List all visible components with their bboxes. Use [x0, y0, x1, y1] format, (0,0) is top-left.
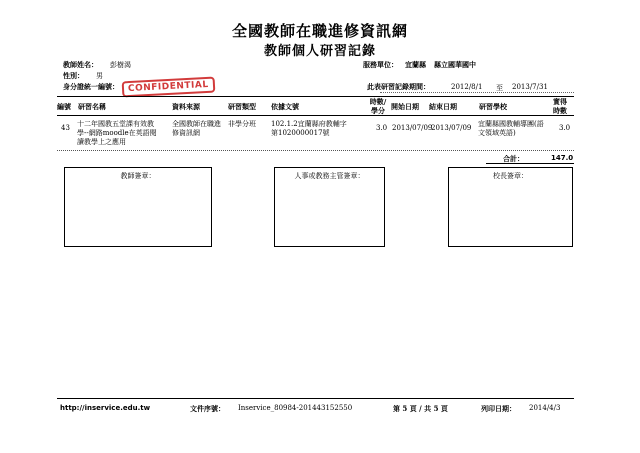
col-header-start: 開始日期	[391, 103, 419, 111]
col-header-school: 研習學校	[479, 103, 507, 111]
row-end: 2013/07/09	[431, 124, 472, 132]
period-to: 至	[496, 84, 503, 92]
page-title: 全國教師在職進修資訊網	[231, 22, 408, 40]
confidential-stamp: CONFIDENTIAL	[122, 77, 215, 98]
principal-signature-label: 校長簽章：	[493, 172, 528, 180]
col-header-end: 結束日期	[429, 103, 457, 111]
print-date-label: 列印日期：	[481, 405, 516, 413]
personnel-signature-label: 人事或教務主管簽章：	[294, 172, 365, 180]
gender-label: 性別：	[63, 72, 84, 80]
table-top-rule	[57, 96, 574, 97]
period-underline	[380, 92, 574, 93]
row-actual: 3.0	[559, 124, 571, 132]
page-subtitle: 教師個人研習記錄	[263, 44, 376, 59]
footer-url: http://inservice.edu.tw	[60, 404, 151, 412]
total-rule	[486, 163, 574, 164]
teacher-gender: 男	[96, 72, 103, 80]
total-label: 合計：	[503, 155, 524, 163]
col-header-no: 編號	[57, 103, 71, 111]
unit-school: 縣立國華國中	[434, 60, 476, 69]
row-source: 全國教師在職進修資訊網	[172, 120, 221, 137]
row-type: 非學分班	[228, 120, 256, 128]
teacher-signature-box	[64, 167, 212, 247]
col-header-type: 研習類型	[228, 103, 256, 111]
row-start: 2013/07/09	[392, 124, 433, 132]
teacher-name: 彭樹渴	[110, 61, 131, 69]
col-header-doc: 依據文號	[271, 103, 299, 111]
principal-signature-box	[448, 167, 573, 247]
teacher-signature-label: 教師簽章：	[120, 172, 156, 180]
row-school: 宜蘭縣國教輔導團(語文領域英語)	[478, 120, 544, 137]
personnel-signature-box	[274, 167, 385, 247]
print-date: 2014/4/3	[529, 404, 561, 412]
total-value: 147.0	[551, 154, 574, 162]
doc-no-label: 文件序號：	[190, 405, 225, 413]
period-end: 2013/7/31	[512, 83, 548, 91]
name-label: 教師姓名：	[63, 61, 98, 69]
col-header-source: 資料來源	[172, 103, 200, 111]
id-label: 身分證統一編號：	[63, 83, 119, 91]
table-header-rule	[57, 115, 574, 116]
unit-label: 服務單位：	[363, 61, 398, 69]
page-indicator: 第 5 頁 / 共 5 頁	[393, 404, 448, 413]
period-start: 2012/8/1	[451, 83, 483, 91]
row-separator	[57, 150, 574, 151]
unit-county: 宜蘭縣	[405, 60, 426, 69]
row-name: 十二年國教五堂課有效教學--網路moodle在英語閱讀教學上之應用	[77, 120, 157, 146]
col-header-hours: 時數/學分	[369, 98, 387, 115]
row-doc: 102.1.2宜蘭縣府教輔字第1020000017號	[271, 120, 347, 137]
col-header-actual: 實得時數	[553, 98, 567, 115]
footer-rule	[57, 398, 574, 399]
doc-no: Inservice_80984-201443152550	[238, 404, 353, 412]
period-label: 此表研習記錄期間：	[367, 83, 430, 91]
row-no: 43	[61, 124, 70, 132]
row-hours: 3.0	[376, 124, 388, 132]
col-header-name: 研習名稱	[78, 103, 106, 111]
